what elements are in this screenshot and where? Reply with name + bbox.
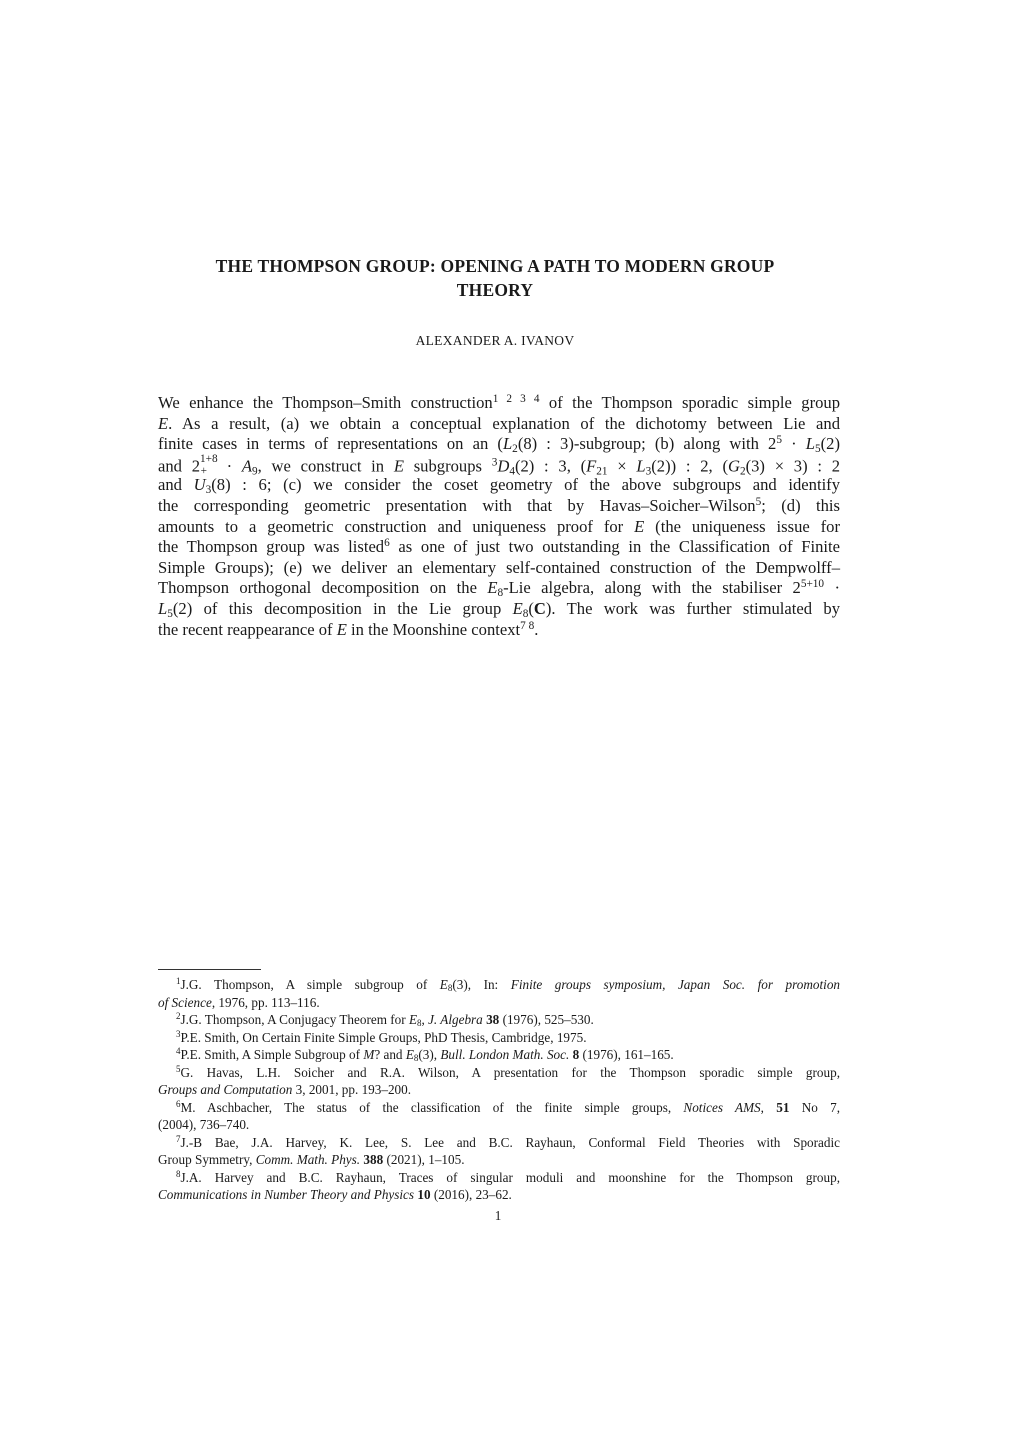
abstract-line bbox=[158, 517, 840, 538]
text-run: (2) of this decomposition in the Lie group bbox=[172, 598, 513, 618]
footnote-line bbox=[158, 1064, 840, 1082]
italic-run: E bbox=[634, 516, 645, 536]
italic-run: D bbox=[497, 456, 510, 476]
subscript: 3 bbox=[645, 465, 652, 478]
subscript: 8 bbox=[413, 1053, 419, 1064]
subscript: + bbox=[200, 464, 207, 477]
italic-run: Groups and Computation bbox=[158, 1082, 293, 1097]
footnote-line bbox=[158, 994, 840, 1012]
text-run: Thompson orthogonal decomposition on the bbox=[158, 578, 488, 598]
text-run: (the uniqueness issue for bbox=[644, 516, 841, 536]
subscript: 2 bbox=[512, 443, 518, 455]
footnote-line bbox=[158, 1151, 840, 1169]
superscript: 5 bbox=[755, 495, 762, 508]
footnote-number: 8 bbox=[176, 1168, 181, 1179]
title-line-2: THEORY bbox=[456, 279, 534, 300]
footnote-line bbox=[158, 1046, 840, 1064]
italic-run: G bbox=[727, 456, 740, 476]
italic-run: E bbox=[405, 1047, 414, 1062]
text-run: (1976), 161–165. bbox=[579, 1047, 674, 1062]
abstract-line bbox=[158, 414, 840, 435]
text-run: (2016), 23–62. bbox=[430, 1187, 512, 1202]
text-run: J.-B Bae, J.A. Harvey, K. Lee, S. Lee and B.C. Rayhaun, Conformal Field Theories with Sporadic bbox=[180, 1134, 840, 1150]
abstract-line bbox=[158, 537, 840, 558]
italic-run: Finite groups symposium, Japan Soc. for promotion bbox=[510, 977, 841, 992]
text-run: G. Havas, L.H. Soicher and R.A. Wilson, A presentation for the Thompson sporadic simple group, bbox=[180, 1064, 840, 1080]
superscript: 5+10 bbox=[800, 578, 825, 591]
text-run: Simple Groups); (e) we deliver an elementary self-contained construction of the Dempwolff– bbox=[158, 557, 840, 577]
text-run: (8) : 6; (c) we consider the coset geometry of the above subgroups and identify bbox=[211, 475, 841, 495]
subscript: 8 bbox=[522, 607, 529, 620]
text-run: , 1976, pp. 113–116. bbox=[211, 994, 320, 1010]
abstract-line bbox=[158, 434, 840, 455]
italic-run: E bbox=[439, 977, 448, 992]
abstract-line bbox=[158, 452, 841, 478]
text-run: (8) : 3)-subgroup; (b) along with 2 bbox=[517, 434, 777, 454]
footnote-line bbox=[158, 1169, 840, 1187]
footnote-line bbox=[158, 1081, 840, 1099]
subscript: 8 bbox=[447, 983, 453, 994]
bold-run: 38 bbox=[486, 1012, 500, 1027]
italic-run: E bbox=[393, 456, 404, 476]
text-run: of the Thompson sporadic simple group bbox=[539, 393, 840, 412]
text-run: (2) bbox=[820, 434, 840, 454]
bold-run: 388 bbox=[363, 1152, 384, 1167]
text-run: P.E. Smith, On Certain Finite Simple Groups, PhD Thesis, Cambridge, 1975. bbox=[180, 1029, 587, 1045]
footnote-7 bbox=[158, 1134, 840, 1169]
italic-run: M bbox=[363, 1047, 375, 1062]
text-run: P.E. Smith, A Simple Subgroup of bbox=[180, 1047, 364, 1062]
text-run: (2)) : 2, ( bbox=[651, 456, 728, 476]
superscript: 7 8 bbox=[520, 619, 535, 632]
abstract-line bbox=[158, 558, 840, 579]
text-run: · bbox=[226, 456, 242, 476]
abstract-line bbox=[158, 393, 840, 414]
author-name: ALEXANDER A. IVANOV bbox=[415, 333, 575, 348]
text-run: (2021), 1–105. bbox=[383, 1152, 465, 1167]
footnote-3 bbox=[158, 1029, 840, 1047]
italic-run: U bbox=[193, 475, 206, 495]
text-run: as one of just two outstanding in the Classification of Finite bbox=[389, 537, 840, 557]
text-run: ( bbox=[528, 598, 534, 618]
footnote-line bbox=[158, 1134, 840, 1152]
text-run: . bbox=[534, 619, 539, 639]
subscript: 4 bbox=[509, 465, 515, 478]
text-run: M. Aschbacher, The status of the classification of the finite simple groups, bbox=[180, 1099, 684, 1115]
subscript: 5 bbox=[167, 607, 173, 620]
text-run: and 2 bbox=[158, 456, 201, 476]
footnote-number: 2 bbox=[176, 1011, 181, 1022]
subscript: 8 bbox=[417, 1018, 422, 1029]
italic-run: L bbox=[805, 434, 815, 454]
text-run: ? and bbox=[374, 1047, 406, 1062]
text-run: . As a result, (a) we obtain a conceptual explanation of the dichotomy between Lie and bbox=[168, 413, 840, 433]
footnote-5 bbox=[158, 1064, 840, 1099]
footnote-1 bbox=[158, 976, 840, 1011]
footnote-6 bbox=[158, 1099, 840, 1134]
text-run: finite cases in terms of representations on an ( bbox=[158, 434, 503, 454]
text-run: (3) × 3) : 2 bbox=[745, 456, 841, 476]
superscript: 1 2 3 4 bbox=[492, 392, 540, 405]
text-run: -Lie algebra, along with the stabiliser 2 bbox=[503, 578, 801, 598]
text-run: amounts to a geometric construction and uniqueness proof for bbox=[158, 516, 635, 536]
superscript: 1+8 bbox=[200, 452, 218, 465]
italic-run: of Science bbox=[158, 994, 212, 1010]
footnote-line bbox=[158, 1099, 840, 1117]
italic-run: Communications in Number Theory and Physics bbox=[158, 1187, 415, 1202]
footnote-line bbox=[158, 1011, 840, 1029]
super-subscript bbox=[200, 452, 227, 477]
text-run: ). The work was further stimulated by bbox=[545, 598, 841, 618]
subscript: 3 bbox=[205, 484, 212, 497]
subscript: 2 bbox=[739, 465, 746, 478]
italic-run: E bbox=[487, 578, 498, 598]
bold-run: 51 bbox=[776, 1099, 790, 1115]
abstract bbox=[158, 393, 840, 640]
abstract-line bbox=[158, 578, 840, 599]
text-run: (3), bbox=[418, 1047, 441, 1062]
subscript: 5 bbox=[815, 443, 821, 455]
text-run: , we construct in bbox=[257, 456, 394, 476]
abstract-line bbox=[158, 599, 840, 620]
italic-run: E bbox=[158, 413, 169, 433]
text-run: × bbox=[607, 456, 637, 476]
text-run: J.A. Harvey and B.C. Rayhaun, Traces of singular moduli and moonshine for the Thompson group, bbox=[180, 1169, 840, 1185]
text-run: and bbox=[158, 475, 194, 495]
superscript: 3 bbox=[491, 456, 498, 469]
superscript: 6 bbox=[384, 536, 390, 549]
text-run: (3), In: bbox=[452, 977, 511, 992]
bold-run: 10 bbox=[417, 1187, 431, 1202]
abstract-line bbox=[158, 620, 840, 641]
paper-title bbox=[150, 255, 840, 302]
footnote-2 bbox=[158, 1011, 840, 1029]
italic-run: E bbox=[408, 1012, 417, 1027]
italic-run: E bbox=[336, 619, 347, 639]
text-run: · bbox=[781, 434, 806, 454]
text-run: J.G. Thompson, A Conjugacy Theorem for bbox=[180, 1012, 409, 1027]
footnote-line bbox=[158, 1029, 840, 1047]
footnote-4 bbox=[158, 1046, 840, 1064]
text-run: (2) : 3, ( bbox=[514, 456, 587, 476]
footnote-line bbox=[158, 1116, 840, 1134]
italic-run: Notices AMS bbox=[683, 1099, 761, 1115]
subscript: 21 bbox=[596, 465, 608, 478]
italic-run: Bull. London Math. Soc. bbox=[440, 1047, 570, 1062]
abstract-line bbox=[158, 496, 840, 517]
text-run: No 7, bbox=[789, 1099, 840, 1115]
footnote-number: 7 bbox=[176, 1133, 181, 1144]
text-run: the recent reappearance of bbox=[158, 619, 337, 639]
footnote-number: 4 bbox=[176, 1046, 181, 1057]
italic-run: L bbox=[158, 598, 168, 618]
text-run: J.G. Thompson, A simple subgroup of bbox=[180, 977, 440, 992]
text-run: (2004), 736–740. bbox=[158, 1117, 250, 1132]
text-run: Group Symmetry, bbox=[158, 1152, 256, 1167]
italic-run: L bbox=[636, 456, 646, 476]
text-run: · bbox=[824, 578, 840, 598]
text-run: subgroups bbox=[403, 456, 492, 476]
footnote-number: 6 bbox=[176, 1098, 181, 1109]
abstract-line bbox=[158, 475, 840, 496]
footnotes bbox=[158, 976, 840, 1204]
text-run: (1976), 525–530. bbox=[499, 1012, 594, 1027]
italic-run: E bbox=[512, 598, 523, 618]
text-run: , bbox=[421, 1012, 429, 1027]
footnote-line bbox=[158, 976, 840, 994]
subscript: 8 bbox=[497, 587, 504, 600]
title-line-1: THE THOMPSON GROUP: OPENING A PATH TO MODERN GROUP bbox=[215, 256, 775, 276]
footnote-number: 1 bbox=[176, 976, 181, 987]
text-run: ; (d) this bbox=[761, 495, 840, 515]
text-run: the corresponding geometric presentation with that by Havas–Soicher–Wilson bbox=[158, 495, 756, 515]
footnote-rule bbox=[158, 969, 261, 970]
italic-run: A bbox=[241, 456, 252, 476]
footnote-number: 5 bbox=[176, 1063, 181, 1074]
footnote-number: 3 bbox=[176, 1028, 181, 1039]
italic-run: F bbox=[586, 456, 597, 476]
text-run: 3, 2001, pp. 193–200. bbox=[292, 1082, 412, 1097]
subscript: 9 bbox=[251, 465, 258, 478]
italic-run: J. Algebra bbox=[428, 1012, 483, 1027]
text-run: We enhance the Thompson–Smith construction bbox=[158, 393, 493, 412]
footnote-line bbox=[158, 1186, 840, 1204]
italic-run: L bbox=[502, 434, 513, 454]
italic-run: Comm. Math. Phys. bbox=[255, 1152, 361, 1167]
text-run: in the Moonshine context bbox=[346, 619, 521, 639]
page-number: 1 bbox=[494, 1208, 502, 1223]
text-run: , bbox=[760, 1099, 777, 1115]
bold-run: C bbox=[533, 598, 546, 618]
superscript: 5 bbox=[776, 433, 782, 446]
bold-run: 8 bbox=[572, 1047, 580, 1062]
text-run: the Thompson group was listed bbox=[158, 537, 385, 557]
footnote-8 bbox=[158, 1169, 840, 1204]
